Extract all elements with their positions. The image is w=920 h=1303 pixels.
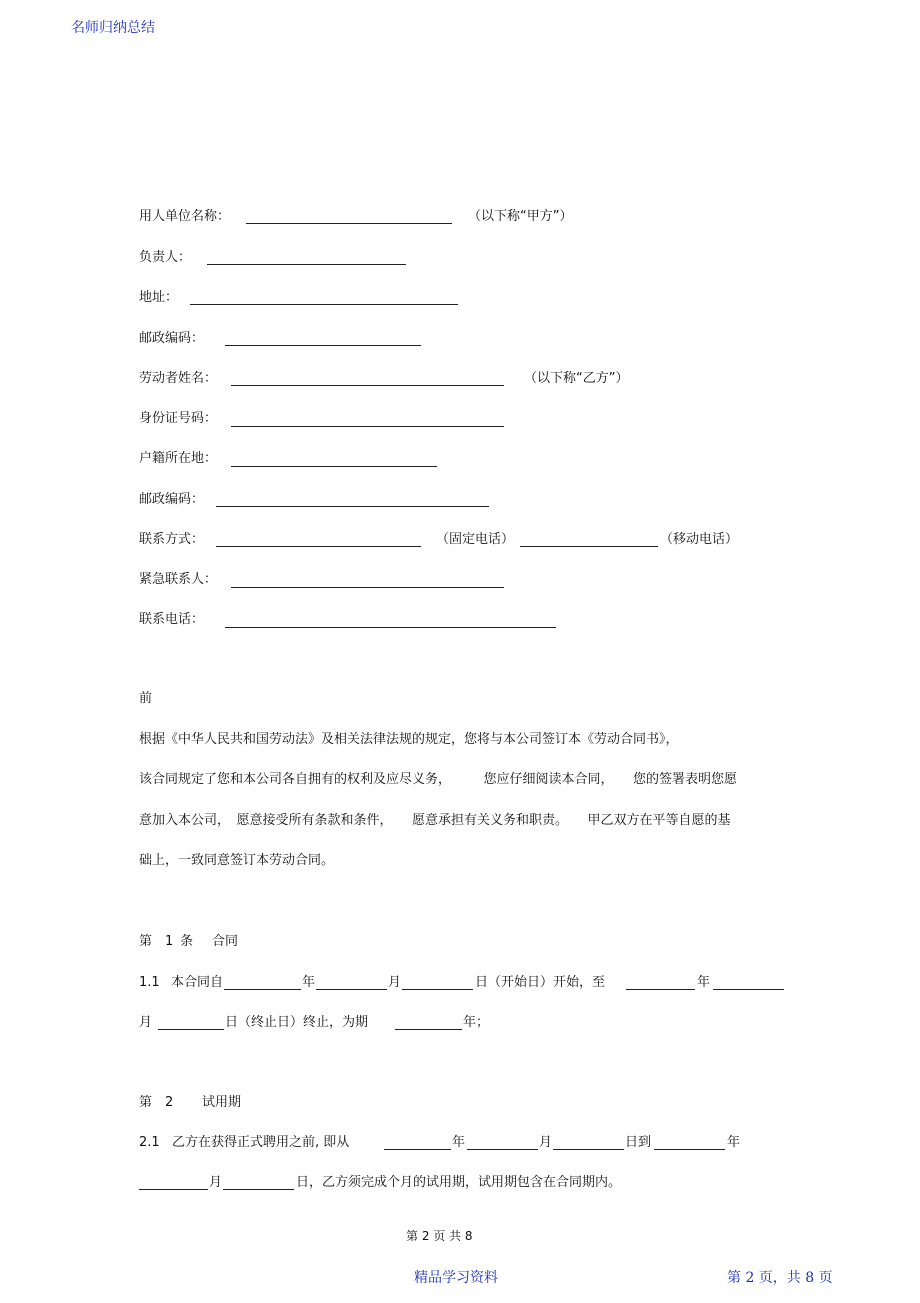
trial-end-year-blank[interactable] [654,1149,725,1150]
clause-1-1-start: 本合同自 [171,975,224,990]
trial-end-month-blank[interactable] [139,1189,208,1190]
start-month-blank[interactable] [316,989,387,990]
article2-heading-num: 2 [165,1095,174,1110]
hukou-blank[interactable] [231,466,437,467]
phone-blank[interactable] [225,627,556,628]
term-years-unit: 年； [463,1015,490,1030]
contact-label: 联系方式： [139,532,205,547]
end-year-blank[interactable] [626,989,695,990]
address-label: 地址： [139,290,179,305]
footer-right: 第 2 页，共 8 页 [727,1270,833,1286]
start-day-blank[interactable] [402,989,473,990]
employer-note: （以下称“甲方”） [468,209,573,224]
end-year-unit: 年 [697,975,711,990]
clause-2-1-start: 乙方在获得正式聘用之前, 即从 [172,1135,350,1150]
preface-line-3: 意加入本公司， 愿意接受所有条款和条件， 愿意承担有关义务和职责。 甲乙双方在平等自愿的基 [139,813,731,828]
trial-end-month-unit: 月 [209,1175,223,1190]
start-month-unit: 月 [388,975,402,990]
manager-label: 负责人： [139,250,192,265]
employer-label: 用人单位名称： [139,209,231,224]
clause-1-1-number: 1.1 [139,975,160,990]
preface-line-2: 该合同规定了您和本公司各自拥有的权利及应尽义务， 您应仔细阅读本合同， 您的签署表明您愿 [139,772,738,787]
article1-heading-a: 第 [139,934,153,949]
employer-blank[interactable] [246,223,452,224]
end-month-unit: 月 [139,1015,153,1030]
article1-heading-title: 合同 [212,934,239,949]
trial-start-day-blank[interactable] [553,1149,624,1150]
hukou-label: 户籍所在地： [139,451,218,466]
article1-heading-num: 1 [165,934,174,949]
manager-blank[interactable] [207,264,406,265]
trial-end-day-text: 日，乙方须完成个月的试用期，试用期包含在合同期内。 [296,1175,622,1190]
footer-center: 精品学习资料 [414,1270,498,1286]
article2-heading-title: 试用期 [202,1095,242,1110]
article2-heading-a: 第 [139,1095,153,1110]
emergency-blank[interactable] [231,587,504,588]
worker-label: 劳动者姓名： [139,371,218,386]
worker-note: （以下称“乙方”） [524,371,629,386]
postcode-blank[interactable] [225,345,421,346]
phone-label: 联系电话： [139,612,205,627]
emergency-label: 紧急联系人： [139,572,218,587]
term-years-blank[interactable] [395,1029,462,1030]
id-label: 身份证号码： [139,411,218,426]
landline-blank[interactable] [216,546,421,547]
worker-blank[interactable] [231,385,504,386]
clause-2-1-number: 2.1 [139,1135,160,1150]
trial-start-year-blank[interactable] [384,1149,451,1150]
trial-start-month-unit: 月 [539,1135,553,1150]
start-year-unit: 年 [302,975,316,990]
start-year-blank[interactable] [224,989,301,990]
trial-start-year-unit: 年 [452,1135,466,1150]
trial-end-year-unit: 年 [727,1135,741,1150]
page-number: 第 2 页 共 8 [406,1229,473,1243]
postcode2-label: 邮政编码： [139,492,205,507]
article1-heading-b: 条 [180,934,194,949]
trial-day-to: 日到 [625,1135,652,1150]
end-month-blank-a[interactable] [713,989,784,990]
start-day-text: 日（开始日）开始，至 [475,975,606,990]
end-day-text: 日（终止日）终止，为期 [225,1015,369,1030]
id-blank[interactable] [231,426,504,427]
end-day-blank[interactable] [158,1029,224,1030]
header-watermark: 名师归纳总结 [71,20,155,36]
landline-note: （固定电话） [436,532,515,547]
preface-line-4: 础上，一致同意签订本劳动合同。 [139,853,335,868]
postcode-label: 邮政编码： [139,331,205,346]
trial-start-month-blank[interactable] [467,1149,538,1150]
address-blank[interactable] [190,304,458,305]
trial-end-day-blank[interactable] [223,1189,294,1190]
mobile-blank[interactable] [520,546,658,547]
postcode2-blank[interactable] [216,506,489,507]
mobile-note: （移动电话） [660,532,739,547]
preface-line-1: 根据《中华人民共和国劳动法》及相关法律法规的规定，您将与本公司签订本《劳动合同书》， [139,732,679,747]
preface-heading: 前 [139,691,153,706]
